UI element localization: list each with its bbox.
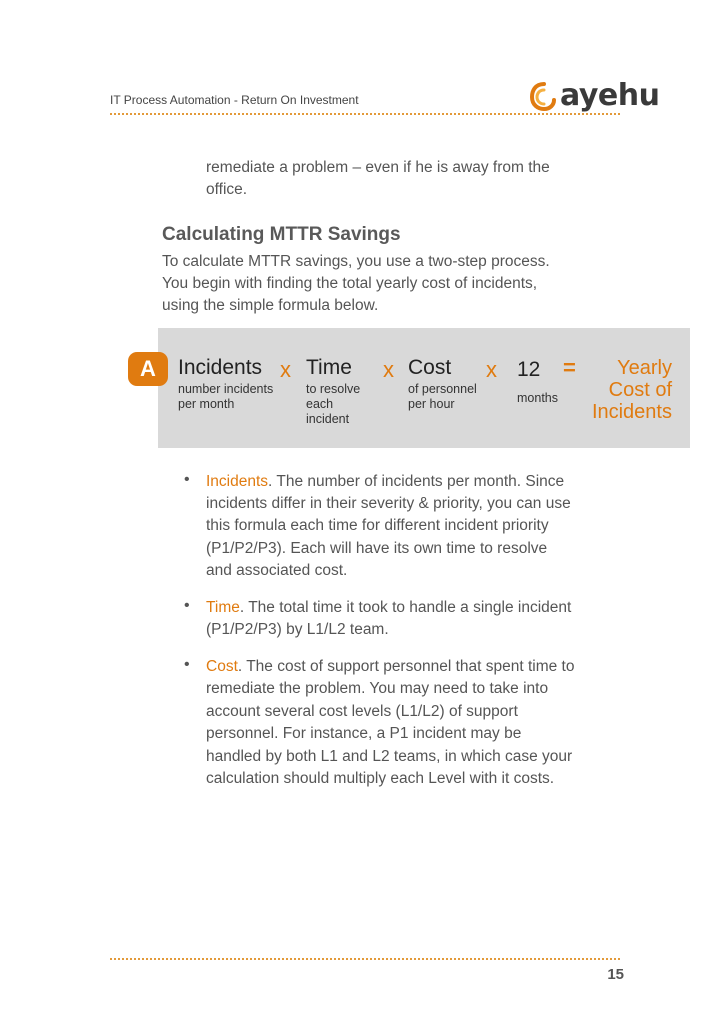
- formula-sub-incidents-2: per month: [178, 397, 235, 411]
- intro-line-1: remediate a problem – even if he is away from the: [206, 159, 550, 176]
- formula-sub-time-1: to resolve: [306, 382, 361, 396]
- bullet-cost-line-6: calculation should multiply each Level with it costs.: [206, 770, 555, 787]
- page-number: 15: [607, 966, 624, 983]
- bullet-cost-text: . The cost of support personnel that spent time to: [237, 658, 575, 675]
- formula-result: [560, 357, 672, 423]
- formula-sub-time-2: each: [306, 397, 334, 411]
- bullet-cost-line-4: personnel. For instance, a P1 incident may be: [206, 725, 522, 742]
- formula-multiply-1: x: [280, 357, 291, 382]
- ayehu-logo: [530, 78, 659, 114]
- formula-result-line-3: Incidents: [591, 401, 672, 423]
- bullet-marker: •: [184, 471, 190, 488]
- footer-divider: [110, 958, 620, 960]
- bullet-incidents-line-5: and associated cost.: [206, 562, 348, 579]
- logo-wordmark: ayehu: [560, 78, 660, 113]
- header-divider: [110, 113, 620, 115]
- bullet-cost-line-1: [206, 656, 574, 678]
- logo-swirl-icon: [530, 81, 556, 111]
- intro-line-2: office.: [206, 181, 248, 198]
- formula-badge: A: [128, 352, 168, 386]
- formula-equals: =: [563, 355, 576, 380]
- formula-multiply-2: x: [383, 357, 394, 382]
- bullet-cost-line-2: remediate the problem. You may need to take into: [206, 680, 549, 697]
- bullet-incidents-line-4: (P1/P2/P3). Each will have its own time to resolve: [206, 540, 548, 557]
- bullet-marker: •: [184, 597, 190, 614]
- bullet-cost-line-3: account several cost levels (L1/L2) of support: [206, 703, 518, 720]
- section-heading: Calculating MTTR Savings: [162, 224, 401, 245]
- bullet-time-line-1: [206, 597, 571, 619]
- section-paragraph-line-3: using the simple formula below.: [162, 297, 379, 314]
- bullet-time-line-2: (P1/P2/P3) by L1/L2 team.: [206, 621, 389, 638]
- section-paragraph-line-2: You begin with finding the total yearly cost of incidents,: [162, 275, 538, 292]
- document-header-title: IT Process Automation - Return On Investment: [110, 93, 359, 107]
- bullet-keyword-cost: Cost: [206, 658, 238, 675]
- formula-sub-cost-1: of personnel: [408, 382, 477, 396]
- bullet-incidents-line-3: this formula each time for different incident priority: [206, 517, 549, 534]
- bullet-keyword-incidents: Incidents: [206, 473, 269, 490]
- bullet-incidents-line-2: incidents differ in their severity & priority, you can use: [206, 495, 571, 512]
- bullet-incidents-text: . The number of incidents per month. Since: [268, 473, 565, 490]
- formula-result-line-2: Cost of: [608, 379, 672, 401]
- bullet-time-text: . The total time it took to handle a single incident: [239, 599, 572, 616]
- formula-multiply-3: x: [486, 357, 497, 382]
- formula-term-incidents: Incidents: [178, 356, 263, 379]
- bullet-incidents-line-1: [206, 471, 564, 493]
- formula-result-line-1: Yearly: [617, 357, 672, 379]
- formula-sub-months: months: [517, 391, 558, 405]
- formula-sub-time-3: incident: [306, 412, 350, 426]
- formula-sub-incidents-1: number incidents: [178, 382, 274, 396]
- formula-term-months-count: 12: [517, 358, 541, 381]
- bullet-cost-line-5: handled by both L1 and L2 teams, in which case your: [206, 748, 573, 765]
- section-paragraph-line-1: To calculate MTTR savings, you use a two-step process.: [162, 253, 550, 270]
- formula-sub-cost-2: per hour: [408, 397, 455, 411]
- bullet-marker: •: [184, 656, 190, 673]
- formula-term-time: Time: [306, 356, 352, 379]
- bullet-keyword-time: Time: [206, 599, 240, 616]
- formula-term-cost: Cost: [408, 356, 452, 379]
